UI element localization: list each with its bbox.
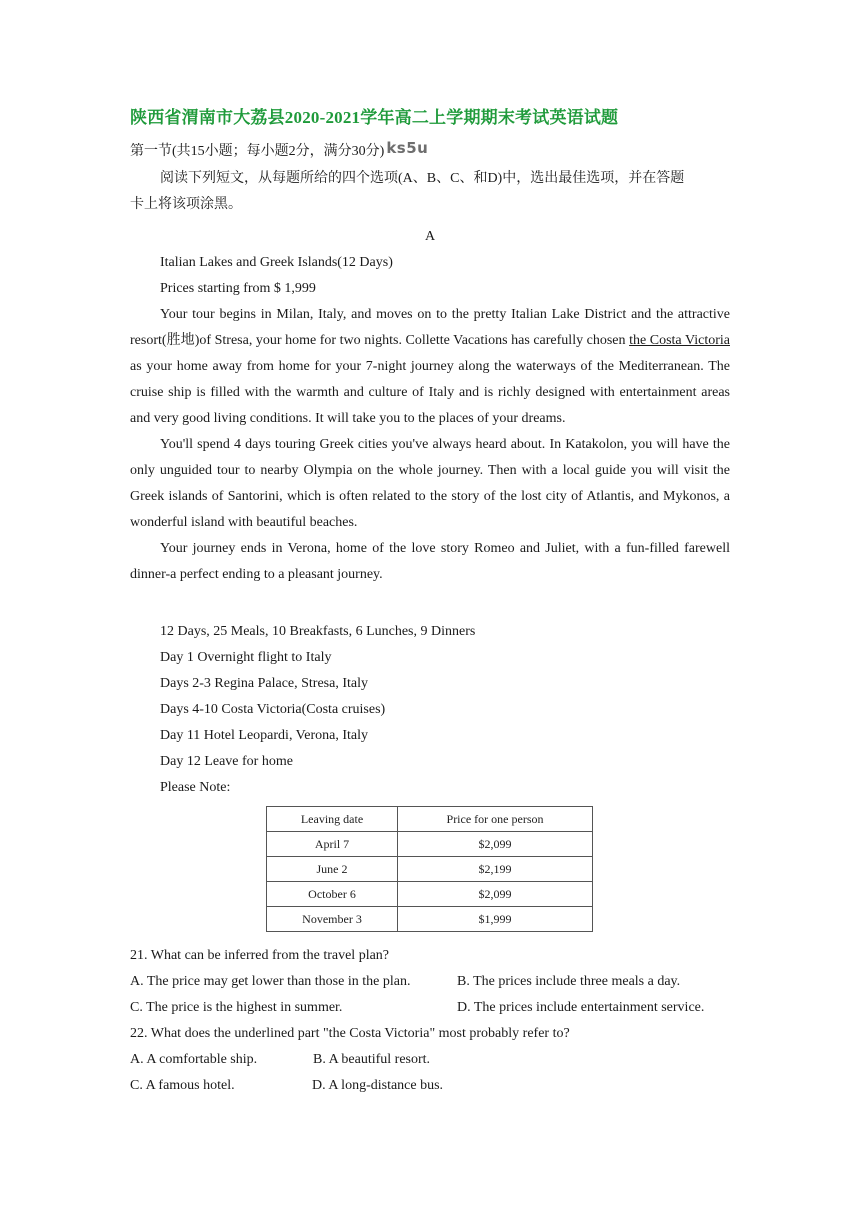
ks5u-logo: ks5u (386, 139, 429, 157)
question-21-stem: 21. What can be inferred from the travel plan? (130, 948, 390, 963)
question-22-stem: 22. What does the underlined part "the Costa Victoria" most probably refer to? (130, 1026, 570, 1041)
underlined-phrase: the Costa Victoria (629, 333, 730, 348)
table-cell: October 6 (267, 882, 398, 907)
page-title: 陕西省渭南市大荔县2020-2021学年高二上学期期末考试英语试题 (130, 108, 619, 127)
please-note: Please Note: (160, 780, 231, 795)
question-21-option-a: A. The price may get lower than those in the plan. (130, 974, 411, 989)
passage-label: A (424, 229, 436, 244)
table-cell: June 2 (267, 857, 398, 882)
table-header: Leaving date (267, 807, 398, 832)
passage-heading: Italian Lakes and Greek Islands(12 Days) (160, 255, 393, 270)
paragraph-1 (130, 302, 730, 432)
paragraph-2: You'll spend 4 days touring Greek cities you've always heard about. In Katakolon, you will have the only unguided tour to nearby Olympia on the whole journey. Then with a local guide you will visit the Greek islands of Santorini, which is often related to the story of the lost city of Atlantis, and Mykonos, a wonderful island with beautiful beaches. (130, 437, 730, 530)
table-cell: $1,999 (398, 907, 593, 932)
table-cell: $2,199 (398, 857, 593, 882)
itinerary-line: Days 2-3 Regina Palace, Stresa, Italy (160, 676, 368, 691)
question-21-option-b: B. The prices include three meals a day. (457, 974, 681, 989)
question-21-option-c: C. The price is the highest in summer. (130, 1000, 343, 1015)
section-text: 第一节(共15小题；每小题2分，满分30分) (130, 144, 385, 159)
table-row (267, 907, 593, 932)
instruction-line-2: 卡上将该项涂黑。 (130, 197, 242, 212)
question-21-option-d: D. The prices include entertainment service. (457, 1000, 705, 1015)
passage-body (130, 302, 730, 588)
itinerary-line: Day 1 Overnight flight to Italy (160, 650, 332, 665)
itinerary-line: 12 Days, 25 Meals, 10 Breakfasts, 6 Lunches, 9 Dinners (160, 624, 476, 639)
instruction-line-1: 阅读下列短文，从每题所给的四个选项(A、B、C、和D)中，选出最佳选项，并在答题 (160, 171, 685, 186)
question-22-option-c: C. A famous hotel. (130, 1078, 235, 1093)
instructions (130, 166, 730, 218)
question-22-option-d: D. A long-distance bus. (312, 1078, 444, 1093)
table-row (267, 857, 593, 882)
table-header: Price for one person (398, 807, 593, 832)
price-line: Prices starting from $ 1,999 (160, 281, 316, 296)
question-22-option-b: B. A beautiful resort. (313, 1052, 431, 1067)
table-row (267, 832, 593, 857)
question-22-option-a: A. A comfortable ship. (130, 1052, 258, 1067)
paragraph-3: Your journey ends in Verona, home of the love story Romeo and Juliet, with a fun-filled farewell dinner-a perfect ending to a pleasant journey. (130, 541, 730, 582)
section-header (130, 139, 428, 160)
table-header-row (267, 807, 593, 832)
table-cell: November 3 (267, 907, 398, 932)
price-table (266, 806, 593, 932)
itinerary-line: Day 12 Leave for home (160, 754, 293, 769)
table-cell: $2,099 (398, 882, 593, 907)
table-cell: $2,099 (398, 832, 593, 857)
itinerary-line: Days 4-10 Costa Victoria(Costa cruises) (160, 702, 386, 717)
paragraph-1-end: as your home away from home for your 7-night journey along the waterways of the Mediterranean. The cruise ship is filled with the warmth and culture of Italy and is richly designed with entertainment areas and very good living conditions. It will take you to the places of your dreams. (130, 359, 730, 426)
table-cell: April 7 (267, 832, 398, 857)
itinerary-line: Day 11 Hotel Leopardi, Verona, Italy (160, 728, 368, 743)
table-row (267, 882, 593, 907)
paragraph-1-start: Your tour begins in Milan, Italy, and moves on to the pretty Italian Lake District and the attractive resort(胜地)of Stresa, your home for two nights. Collette Vacations has carefully chosen (130, 307, 730, 348)
